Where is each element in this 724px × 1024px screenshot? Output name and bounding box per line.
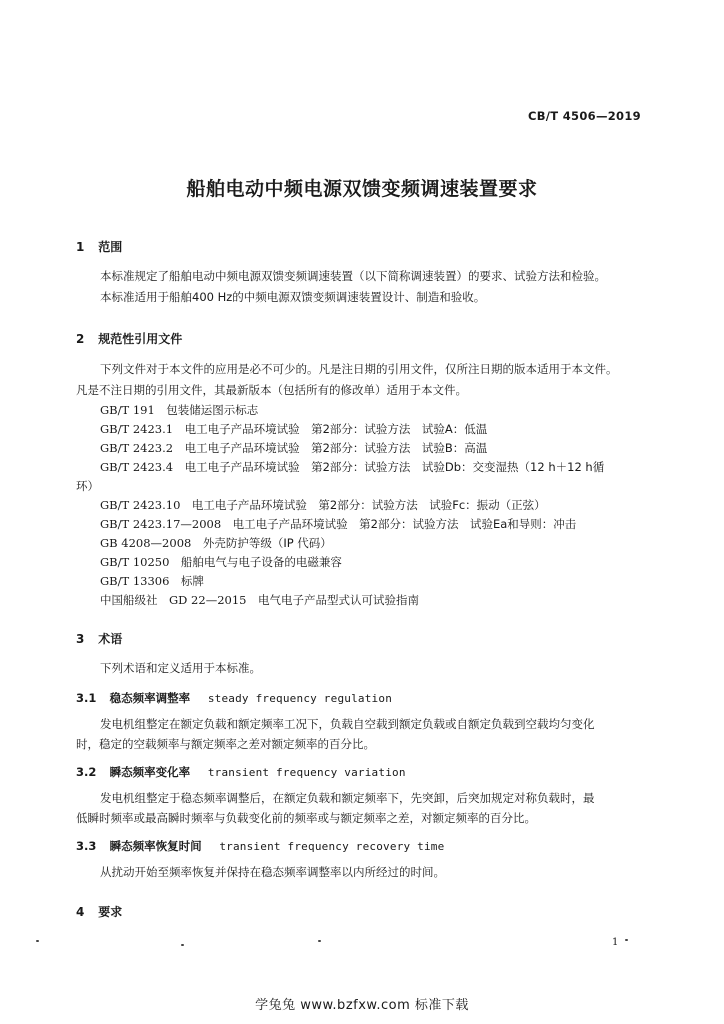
reference-title: 船舶电气与电子设备的电磁兼容 (180, 555, 342, 569)
section-number: 4 (76, 905, 85, 919)
terms-intro: 下列术语和定义适用于本标准。 (100, 661, 261, 675)
scope-paragraph: 本标准规定了船舶电动中频电源双馈变频调速装置（以下简称调速装置）的要求、试验方法和检验。 (100, 269, 606, 283)
section-number: 2 (76, 332, 85, 346)
refs-intro-line: 下列文件对于本文件的应用是必不可少的。凡是注日期的引用文件，仅所注日期的版本适用于本文件。 (100, 362, 618, 376)
scan-speck (625, 939, 628, 941)
term-heading (76, 764, 406, 780)
standard-code: CB/T 4506—2019 (528, 109, 641, 123)
reference-code: GB/T 2423.10 (100, 498, 181, 512)
section-title: 要求 (98, 905, 123, 919)
term-heading (76, 690, 392, 706)
reference-title: 电工电子产品环境试验 第2部分：试验方法 试验Fc：振动（正弦） (191, 498, 546, 512)
reference-item (100, 459, 604, 475)
term-heading (76, 838, 444, 854)
term-zh: 稳态频率调整率 (109, 691, 191, 705)
section-number: 1 (76, 240, 85, 254)
reference-item (100, 497, 546, 513)
term-en: transient frequency variation (207, 766, 406, 779)
reference-item (100, 573, 204, 589)
section-4-heading (76, 903, 122, 920)
reference-code: 中国船级社 GD 22—2015 (100, 593, 247, 607)
scan-speck (181, 944, 184, 946)
reference-code: GB/T 2423.1 (100, 422, 174, 436)
term-number: 3.3 (76, 839, 97, 853)
section-number: 3 (76, 632, 85, 646)
reference-item (100, 402, 258, 418)
reference-code: GB/T 10250 (100, 555, 170, 569)
term-en: steady frequency regulation (207, 692, 393, 705)
reference-title: 包装储运图示标志 (166, 403, 259, 417)
reference-code: GB/T 191 (100, 403, 155, 417)
reference-code: GB/T 2423.17—2008 (100, 517, 222, 531)
reference-item (100, 421, 487, 437)
reference-item (100, 516, 576, 532)
reference-code: GB/T 13306 (100, 574, 170, 588)
section-2-heading (76, 330, 182, 347)
document-title: 船舶电动中频电源双馈变频调速装置要求 (186, 178, 538, 200)
scope-paragraph: 本标准适用于船舶400 Hz的中频电源双馈变频调速装置设计、制造和验收。 (100, 290, 486, 304)
term-zh: 瞬态频率变化率 (109, 765, 191, 779)
reference-item (100, 440, 487, 456)
term-definition-line: 从扰动开始至频率恢复并保持在稳态频率调整率以内所经过的时间。 (100, 865, 445, 879)
reference-title: 外壳防护等级（IP 代码） (202, 536, 332, 550)
reference-title: 电工电子产品环境试验 第2部分：试验方法 试验B：高温 (184, 441, 488, 455)
term-en: transient frequency recovery time (219, 840, 445, 853)
term-definition-line: 低瞬时频率或最高瞬时频率与负载变化前的频率或与额定频率之差，对额定频率的百分比。 (76, 811, 536, 825)
term-definition-line: 发电机组整定在额定负载和额定频率工况下，负载自空载到额定负载或自额定负载到空载均匀变化 (100, 717, 595, 731)
section-title: 术语 (98, 632, 123, 646)
reference-wrap-line: 环） (76, 479, 99, 493)
page-number: 1 (612, 937, 619, 948)
term-number: 3.2 (76, 765, 97, 779)
reference-code: GB/T 2423.4 (100, 460, 174, 474)
scan-speck (318, 940, 321, 942)
term-definition-line: 发电机组整定于稳态频率调整后，在额定负载和额定频率下，先突卸，后突加规定对称负载时，最 (100, 791, 595, 805)
reference-title: 电气电子产品型式认可试验指南 (257, 593, 419, 607)
section-title: 范围 (98, 240, 123, 254)
reference-title: 标牌 (180, 574, 204, 588)
section-1-heading (76, 238, 122, 255)
section-3-heading (76, 630, 122, 647)
footer-watermark: 学兔兔 www.bzfxw.com 标准下载 (255, 998, 469, 1013)
term-definition-line: 时，稳定的空载频率与额定频率之差对额定频率的百分比。 (76, 737, 375, 751)
term-zh: 瞬态频率恢复时间 (109, 839, 202, 853)
scan-speck (36, 940, 39, 942)
term-number: 3.1 (76, 691, 97, 705)
reference-code: GB 4208—2008 (100, 536, 192, 550)
section-title: 规范性引用文件 (98, 332, 183, 346)
reference-title: 电工电子产品环境试验 第2部分：试验方法 试验Ea和导则：冲击 (232, 517, 577, 531)
reference-item (100, 554, 342, 570)
reference-title: 电工电子产品环境试验 第2部分：试验方法 试验Db：交变湿热（12 h＋12 h循 (184, 460, 605, 474)
refs-intro-line: 凡是不注日期的引用文件，其最新版本（包括所有的修改单）适用于本文件。 (76, 383, 467, 397)
reference-title: 电工电子产品环境试验 第2部分：试验方法 试验A：低温 (184, 422, 488, 436)
reference-item (100, 535, 332, 551)
reference-code: GB/T 2423.2 (100, 441, 174, 455)
reference-item (100, 592, 419, 608)
